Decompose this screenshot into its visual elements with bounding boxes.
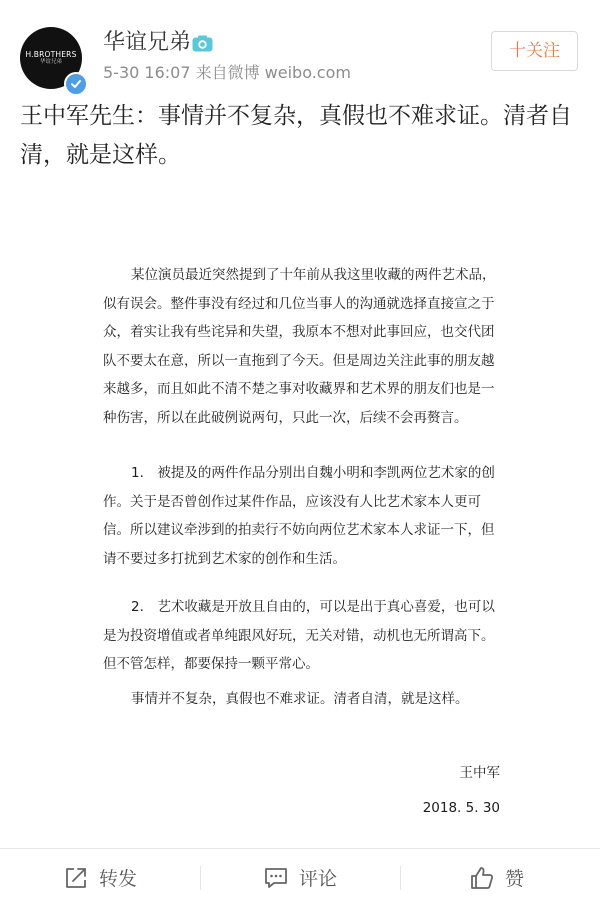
post-meta: 5-30 16:07 来自微博 weibo.com [103, 63, 351, 82]
letter-paragraph-1: 某位演员最近突然提到了十年前从我这里收藏的两件艺术品，似有误会。整件事没有经过和几位当事人的沟通就选择直接宣之于众，着实让我有些诧异和失望，我原本不想对此事回应，也交代团队不要太在意，所以一直拖到了今天。但是周边关注此事的朋友越来越多，而且如此不清不楚之事对收藏界和艺术界的朋友们也是一种伤害，所以在此破例说两句，只此一次，后续不会再赘言。 [103, 267, 496, 426]
like-label: 赞 [505, 868, 525, 890]
verified-badge-icon [64, 72, 88, 96]
repost-label: 转发 [99, 868, 138, 890]
letter-signature: 王中军 [459, 765, 500, 781]
avatar-logo-text: H.BROTHERS [25, 50, 77, 59]
action-divider [200, 866, 201, 890]
user-name[interactable]: 华谊兄弟 [103, 30, 192, 55]
comment-icon [263, 865, 289, 891]
camera-badge-icon [192, 35, 213, 52]
repost-icon [63, 865, 89, 891]
thumbs-up-icon [469, 865, 495, 891]
action-divider [400, 866, 401, 890]
post-header [0, 0, 600, 96]
letter-date: 2018. 5. 30 [422, 800, 500, 816]
avatar-logo-subtext: 华谊兄弟 [39, 59, 62, 65]
letter-item-1: 1. 被提及的两件作品分别出自魏小明和李凯两位艺术家的创作。关于是否曾创作过某件作品，应该没有人比艺术家本人更可信。所以建议牵涉到的拍卖行不妨向两位艺术家本人求证一下，但请不要过多打扰到艺术家的创作和生活。 [103, 465, 495, 567]
follow-button[interactable]: 十关注 [491, 31, 578, 71]
like-button[interactable] [469, 849, 524, 905]
comment-label: 评论 [299, 868, 338, 890]
letter-item-2: 2. 艺术收藏是开放且自由的，可以是出于真心喜爱，也可以是为投资增值或者单纯跟风好玩，无关对错，动机也无所谓高下。但不管怎样，都要保持一颗平常心。 [103, 599, 495, 673]
letter-closing: 事情并不复杂，真假也不难求证。清者自清，就是这样。 [131, 691, 469, 707]
repost-button[interactable] [63, 849, 137, 905]
comment-button[interactable] [263, 849, 337, 905]
post-text: 王中军先生：事情并不复杂，真假也不难求证。清者自清，就是这样。 [20, 103, 572, 168]
statement-image[interactable] [0, 200, 600, 840]
action-bar [0, 848, 600, 905]
